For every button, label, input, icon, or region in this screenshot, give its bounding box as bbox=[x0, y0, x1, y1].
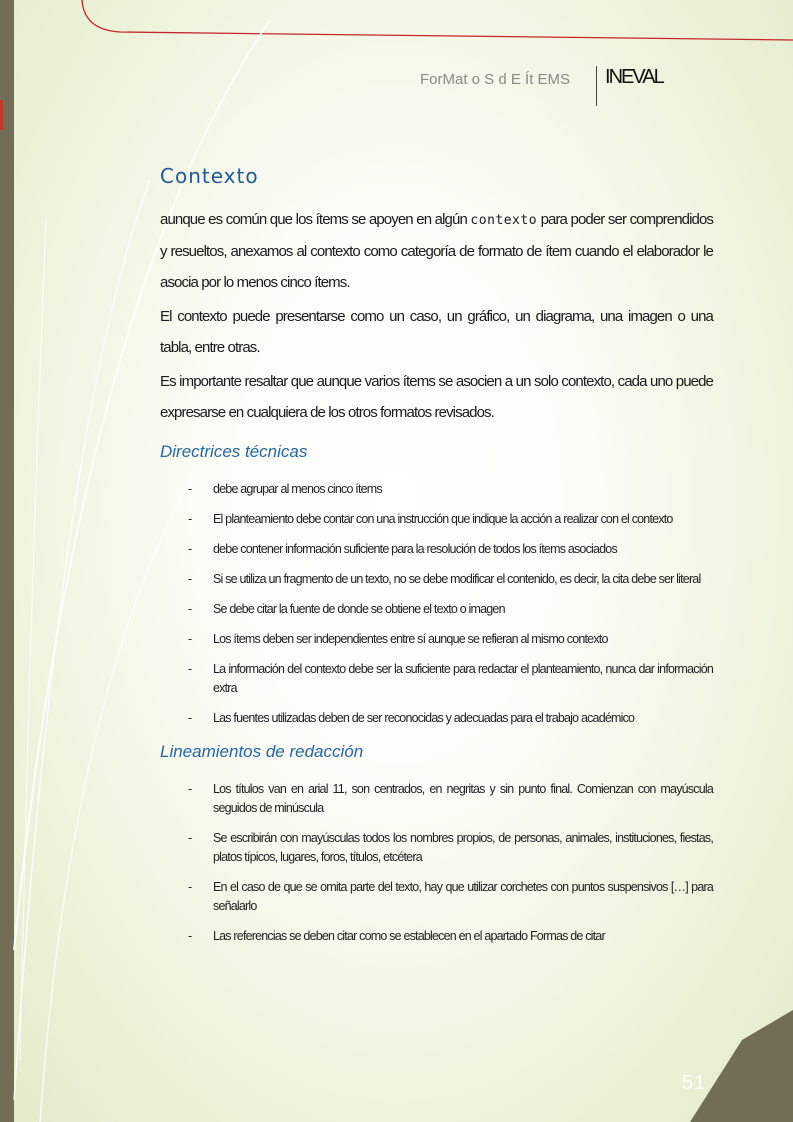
lineamientos-list bbox=[160, 780, 713, 946]
section-title: Contexto bbox=[160, 164, 259, 188]
list-item: - Las fuentes utilizadas deben de ser reconocidas y adecuadas para el trabajo académico bbox=[160, 709, 713, 728]
paragraph-emphasis: Es importante resaltar que aunque varios ítems se asocien a un solo contexto, cada uno puede expresarse en cualquiera de los otros formatos revisados. bbox=[160, 373, 713, 421]
main-content bbox=[160, 164, 713, 957]
inline-code-term: contexto bbox=[470, 213, 538, 228]
page-header bbox=[420, 66, 663, 106]
paragraph-intro-text-end: para poder ser comprendidos y resueltos, anexamos al contexto como categoría de formato de ítem cuando el elaborador le asocia por lo menos cinco ítems. bbox=[160, 211, 713, 291]
list-item: - La información del contexto debe ser la suficiente para redactar el planteamiento, nunca dar información extra bbox=[160, 660, 713, 698]
directrices-list bbox=[160, 480, 713, 728]
list-item: - El planteamiento debe contar con una instrucción que indique la acción a realizar con el contexto bbox=[160, 510, 713, 529]
list-item: - Los ítems deben ser independientes entre sí aunque se refieran al mismo contexto bbox=[160, 630, 713, 649]
header-divider bbox=[596, 66, 597, 106]
format-label: ForMat o S d E Ít EMS bbox=[420, 71, 571, 88]
list-item: - debe agrupar al menos cinco ítems bbox=[160, 480, 713, 499]
list-item: - En el caso de que se omita parte del texto, hay que utilizar corchetes con puntos suspensivos […] para señalarlo bbox=[160, 878, 713, 916]
brand-logo-text: INEVAL bbox=[605, 66, 663, 88]
list-item: - Se escribirán con mayúsculas todos los nombres propios, de personas, animales, instituciones, fiestas, platos típicos, lugares, foros, títulos, etcétera bbox=[160, 829, 713, 867]
list-item: - Se debe citar la fuente de donde se obtiene el texto o imagen bbox=[160, 600, 713, 619]
lineamientos-heading: Lineamientos de redacción bbox=[160, 742, 364, 761]
paragraph-intro-text: aunque es común que los ítems se apoyen en algún bbox=[160, 211, 471, 228]
paragraph-presentation: El contexto puede presentarse como un caso, un gráfico, un diagrama, una imagen o una tabla, entre otras. bbox=[160, 308, 713, 356]
paragraph-intro bbox=[160, 204, 713, 298]
list-item: - Los títulos van en arial 11, son centrados, en negritas y sin punto final. Comienzan con mayúscula seguidos de minúscula bbox=[160, 780, 713, 818]
page-number: 51 bbox=[682, 1072, 707, 1094]
list-item: - Las referencias se deben citar como se establecen en el apartado Formas de citar bbox=[160, 927, 713, 946]
list-item: - Si se utiliza un fragmento de un texto, no se debe modificar el contenido, es decir, la cita debe ser literal bbox=[160, 570, 713, 589]
list-item: - debe contener información suficiente para la resolución de todos los ítems asociados bbox=[160, 540, 713, 559]
directrices-heading: Directrices técnicas bbox=[160, 442, 308, 461]
